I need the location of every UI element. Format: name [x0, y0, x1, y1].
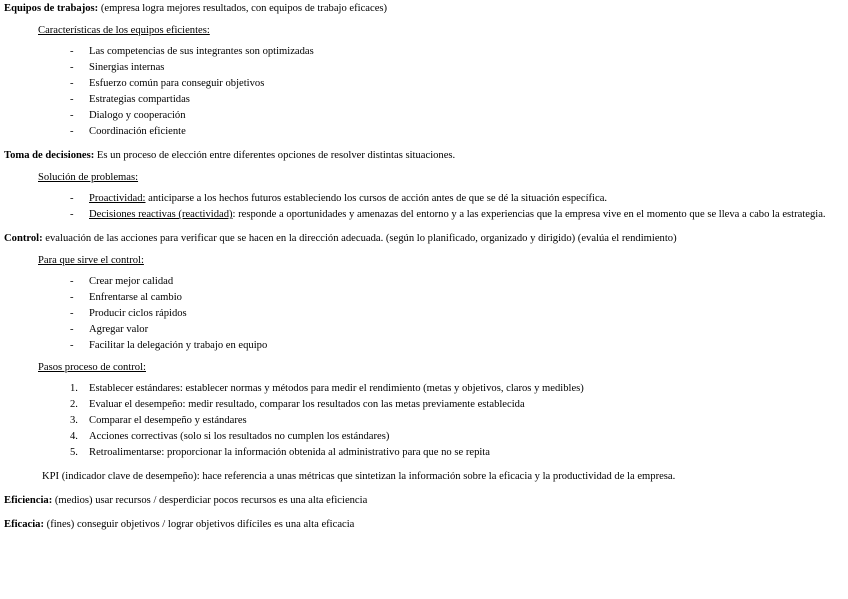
list-item — [0, 306, 848, 322]
eficacia-heading: Eficacia: — [4, 519, 45, 530]
list-item-text: Crear mejor calidad — [89, 276, 174, 287]
equipos-paragraph — [0, 1, 848, 17]
number-marker: 4. — [70, 431, 78, 442]
dash-marker: - — [70, 209, 74, 220]
toma-text: Es un proceso de elección entre diferentes opciones de resolver distintas situaciones. — [94, 150, 456, 161]
control-subheading-1 — [0, 253, 848, 269]
control-text: evaluación de las acciones para verificar que se hacen en la dirección adecuada. (según lo planificado, organizado y dirigido) (evalúa el rendimiento) — [42, 233, 677, 244]
list-item-label: Proactividad: — [89, 193, 146, 204]
list-item-text: Las competencias de sus integrantes son optimizadas — [89, 46, 314, 57]
list-item-text: anticiparse a los hechos futuros estableciendo los cursos de acción antes de que se dé la situación específica. — [145, 193, 608, 204]
dash-marker: - — [70, 308, 74, 319]
equipos-subheading — [0, 23, 848, 39]
toma-subheading — [0, 170, 848, 186]
list-item — [0, 44, 848, 60]
list-item — [0, 290, 848, 306]
eficacia-text: (fines) conseguir objetivos / lograr objetivos difíciles es una alta eficacia — [44, 519, 355, 530]
control-subheading-1-text: Para que sirve el control: — [38, 255, 144, 266]
list-item — [0, 338, 848, 354]
control-heading: Control: — [4, 233, 43, 244]
list-item — [0, 381, 848, 397]
list-item — [0, 108, 848, 124]
spacer — [0, 509, 848, 517]
list-item-text: Agregar valor — [89, 324, 149, 335]
equipos-subheading-text: Características de los equipos eficientes: — [38, 25, 210, 36]
list-item — [0, 322, 848, 338]
dash-marker: - — [70, 62, 74, 73]
list-item-text: Acciones correctivas (solo si los resultados no cumplen los estándares) — [89, 431, 390, 442]
number-marker: 3. — [70, 415, 78, 426]
dash-marker: - — [70, 46, 74, 57]
dash-marker: - — [70, 292, 74, 303]
spacer — [0, 223, 848, 231]
list-item — [0, 413, 848, 429]
equipos-list — [0, 44, 848, 140]
eficiencia-paragraph — [0, 493, 848, 509]
dash-marker: - — [70, 126, 74, 137]
toma-heading: Toma de decisiones: — [4, 150, 95, 161]
toma-subheading-text: Solución de problemas: — [38, 172, 139, 183]
list-item-text: : responde a oportunidades y amenazas del entorno y a las experiencias que la empresa vive en el momento que se lleva a cabo la estrategia. — [232, 209, 826, 220]
control-subheading-2 — [0, 360, 848, 376]
list-item-text: Producir ciclos rápidos — [89, 308, 187, 319]
dash-marker: - — [70, 94, 74, 105]
list-item-text: Comparar el desempeño y estándares — [89, 415, 247, 426]
list-item — [0, 207, 848, 223]
list-item — [0, 124, 848, 140]
eficiencia-text: (medios) usar recursos / desperdiciar pocos recursos es una alta eficiencia — [52, 495, 368, 506]
list-item-text: Estrategias compartidas — [89, 94, 190, 105]
dash-marker: - — [70, 276, 74, 287]
dash-marker: - — [70, 324, 74, 335]
spacer — [0, 140, 848, 148]
dash-marker: - — [70, 340, 74, 351]
control-steps-list — [0, 381, 848, 461]
list-item-text: Esfuerzo común para conseguir objetivos — [89, 78, 265, 89]
list-item — [0, 191, 848, 207]
control-subheading-2-text: Pasos proceso de control: — [38, 362, 146, 373]
list-item — [0, 429, 848, 445]
list-item-text: Establecer estándares: establecer normas y métodos para medir el rendimiento (metas y objetivos, claros y medibles) — [89, 383, 584, 394]
list-item-label: Decisiones reactivas (reactividad) — [89, 209, 233, 220]
eficiencia-heading: Eficiencia: — [4, 495, 53, 506]
list-item — [0, 274, 848, 290]
number-marker: 2. — [70, 399, 78, 410]
list-item-text: Evaluar el desempeño: medir resultado, comparar los resultados con las metas previamente establecida — [89, 399, 525, 410]
list-item-text: Retroalimentarse: proporcionar la información obtenida al administrativo para que no se repita — [89, 447, 490, 458]
control-paragraph — [0, 231, 848, 247]
spacer — [0, 485, 848, 493]
list-item — [0, 92, 848, 108]
list-item-text: Enfrentarse al cambio — [89, 292, 182, 303]
control-uses-list — [0, 274, 848, 354]
list-item — [0, 445, 848, 461]
dash-marker: - — [70, 110, 74, 121]
list-item — [0, 397, 848, 413]
equipos-heading: Equipos de trabajos: — [4, 3, 99, 14]
dash-marker: - — [70, 78, 74, 89]
list-item — [0, 76, 848, 92]
dash-marker: - — [70, 193, 74, 204]
list-item-text: Coordinación eficiente — [89, 126, 186, 137]
list-item-text: Dialogo y cooperación — [89, 110, 186, 121]
kpi-paragraph: KPI (indicador clave de desempeño): hace referencia a unas métricas que sintetizan la información sobre la eficacia y la productividad de la empresa. — [42, 471, 676, 482]
number-marker: 1. — [70, 383, 78, 394]
number-marker: 5. — [70, 447, 78, 458]
toma-list — [0, 191, 848, 223]
equipos-text: (empresa logra mejores resultados, con equipos de trabajo eficaces) — [98, 3, 388, 14]
list-item-text: Facilitar la delegación y trabajo en equipo — [89, 340, 268, 351]
toma-paragraph — [0, 148, 848, 164]
list-item-text: Sinergias internas — [89, 62, 165, 73]
spacer — [0, 461, 848, 469]
eficacia-paragraph — [0, 517, 848, 533]
list-item — [0, 60, 848, 76]
